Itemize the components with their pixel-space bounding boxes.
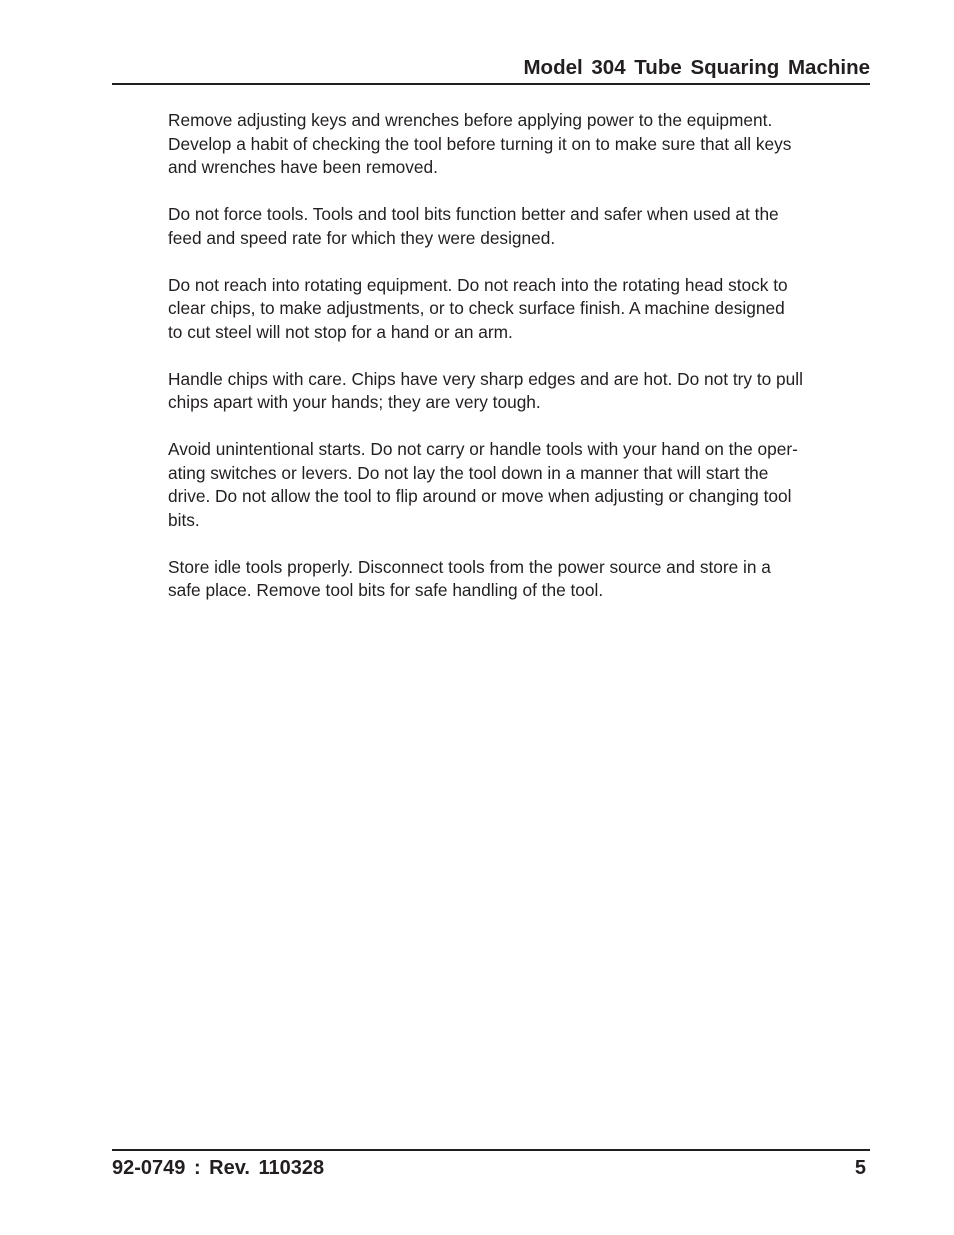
paragraph-force-tools: Do not force tools. Tools and tool bits function better and safer when used at the feed and speed rate for which they were designed.	[168, 204, 779, 248]
page-header	[112, 52, 870, 85]
paragraph-handle-chips: Handle chips with care. Chips have very sharp edges and are hot. Do not try to pull chips apart with your hands; they are very tough.	[168, 368, 803, 412]
page-content	[168, 109, 878, 626]
paragraph-keys-wrenches: Remove adjusting keys and wrenches before applying power to the equipment. Develop a habit of checking the tool before turning it on to make sure that all keys and wrenches have been removed.	[168, 110, 792, 177]
paragraph-rotating-equipment: Do not reach into rotating equipment. Do not reach into the rotating head stock to clear chips, to make adjustments, or to check surface finish. A machine designed to cut steel will not stop for a hand or an arm.	[168, 274, 788, 342]
document-number: 92-0749 : Rev. 110328	[112, 1157, 325, 1179]
paragraph-unintentional-starts: Avoid unintentional starts. Do not carry or handle tools with your hand on the oper- ating switches or levers. Do not lay the tool down in a manner that will start the drive. Do not allow the tool to flip around or move when adjusting or changing tool bits.	[168, 439, 798, 530]
paragraph-store-tools: Store idle tools properly. Disconnect tools from the power source and store in a safe place. Remove tool bits for safe handling of the tool.	[168, 556, 771, 600]
page-footer	[112, 1149, 870, 1185]
header-title: Model 304 Tube Squaring Machine	[523, 56, 870, 79]
page-number: 5	[854, 1157, 866, 1179]
